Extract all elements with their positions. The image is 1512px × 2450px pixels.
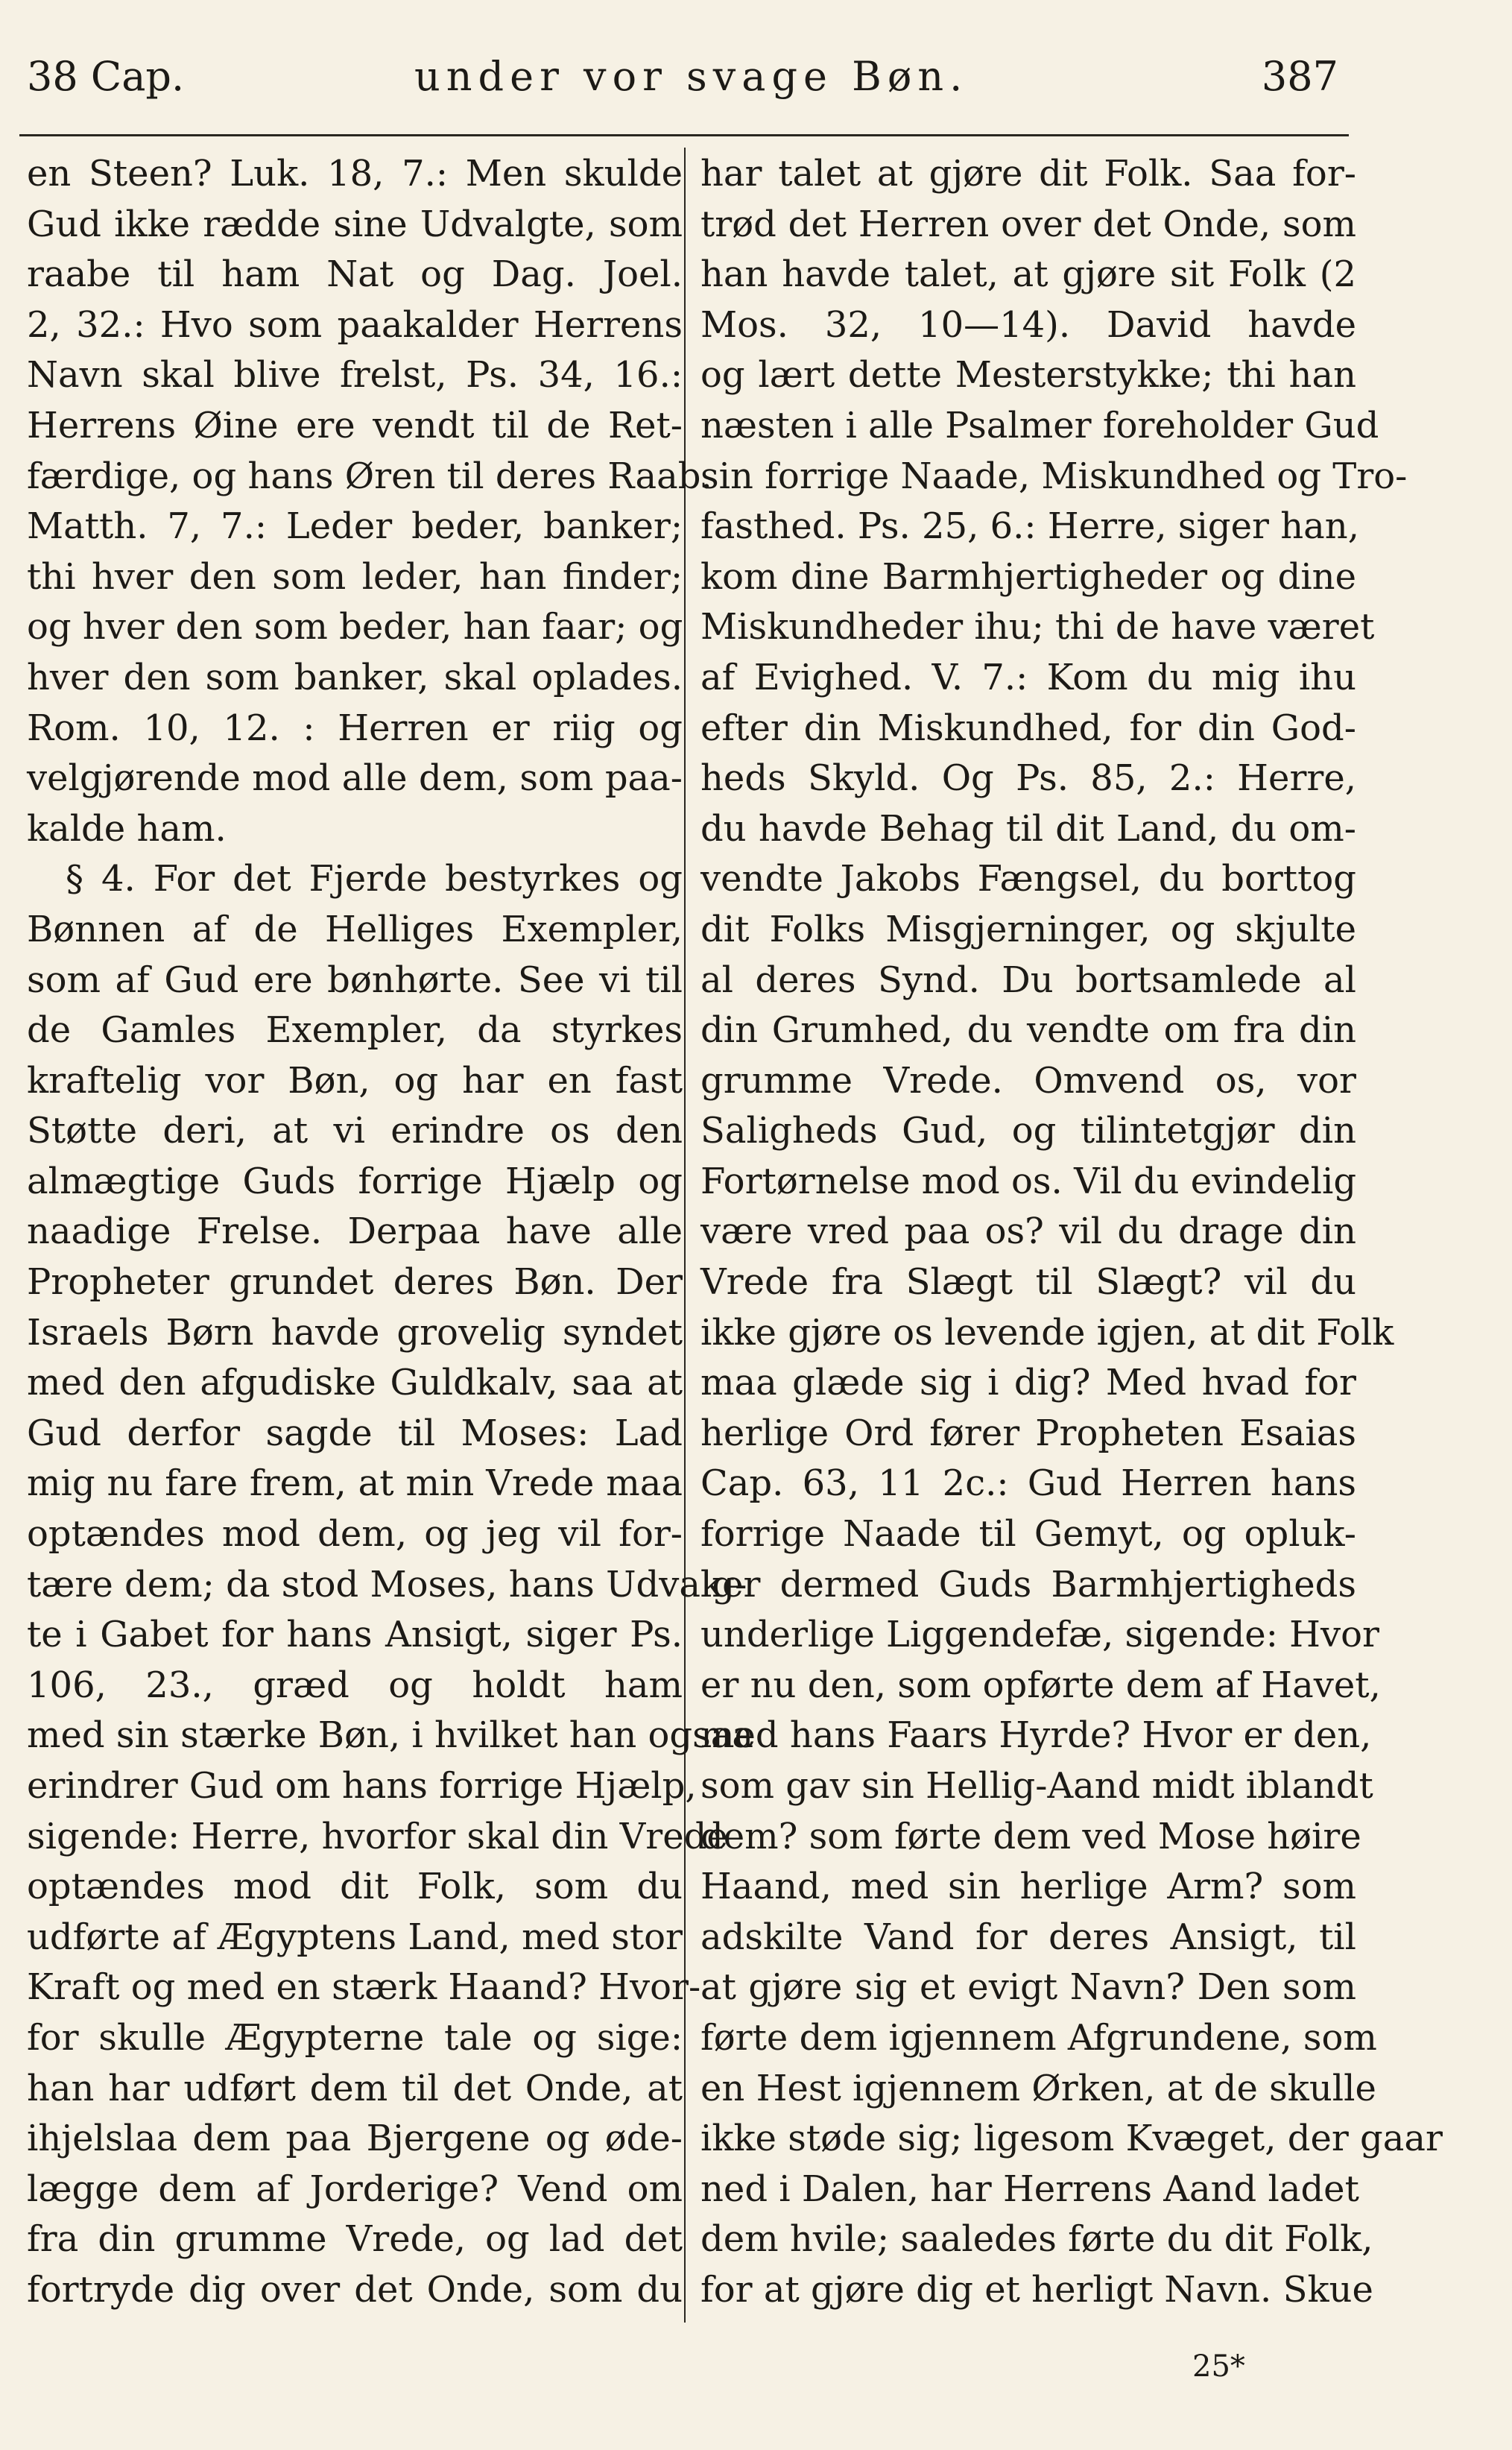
text-line: Miskundheder ihu; thi de have været — [700, 606, 1375, 648]
text-line: Kraft og med en stærk Haand? Hvor- — [27, 1966, 701, 2009]
text-line: en Steen? Luk. 18, 7.: Men skulde — [27, 153, 683, 195]
text-line: for at gjøre dig et herligt Navn. Skue — [700, 2268, 1373, 2311]
text-line: trød det Herren over det Onde, som — [700, 203, 1356, 245]
text-line: ikke støde sig; ligesom Kvæget, der gaar — [700, 2118, 1443, 2160]
text-line: dit Folks Misgjerninger, og skjulte — [700, 908, 1356, 950]
text-line: dem? som førte dem ved Mose høire — [700, 1815, 1361, 1857]
text-line: kalde ham. — [27, 807, 227, 850]
text-line: almægtige Guds forrige Hjælp og — [27, 1160, 683, 1202]
text-line: med hans Faars Hyrde? Hvor er den, — [700, 1714, 1372, 1757]
text-line: te i Gabet for hans Ansigt, siger Ps. — [27, 1614, 683, 1656]
signature-mark: 25* — [1192, 2349, 1245, 2384]
text-line: din Grumhed, du vendte om fra din — [700, 1009, 1356, 1052]
text-line: Matth. 7, 7.: Leder beder, banker; — [27, 505, 683, 548]
text-line: de Gamles Exempler, da styrkes — [27, 1009, 683, 1052]
text-line: optændes mod dit Folk, som du — [27, 1866, 683, 1908]
text-line: Fortørnelse mod os. Vil du evindelig — [700, 1160, 1357, 1202]
running-header — [27, 43, 1338, 110]
right-column — [700, 149, 1443, 2316]
text-line: al deres Synd. Du bortsamlede al — [700, 959, 1356, 1001]
text-line: Cap. 63, 11 2c.: Gud Herren hans — [700, 1462, 1356, 1505]
left-column — [27, 149, 753, 2316]
text-line: Mos. 32, 10—14). David havde — [700, 303, 1356, 346]
text-line: har talet at gjøre dit Folk. Saa for- — [700, 153, 1356, 195]
text-line: thi hver den som leder, han finder; — [27, 555, 683, 598]
text-line: ikke gjøre os levende igjen, at dit Folk — [700, 1311, 1394, 1354]
text-line: Saligheds Gud, og tilintetgjør din — [700, 1110, 1356, 1152]
text-line: tære dem; da stod Moses, hans Udvalg- — [27, 1563, 747, 1606]
text-line: Propheter grundet deres Bøn. Der — [27, 1261, 683, 1304]
text-line: efter din Miskundhed, for din God- — [700, 707, 1356, 749]
text-line: dem hvile; saaledes førte du dit Folk, — [700, 2218, 1373, 2261]
text-line: heds Skyld. Og Ps. 85, 2.: Herre, — [700, 757, 1356, 800]
page-number: 387 — [1261, 53, 1338, 100]
text-line: Gud ikke rædde sine Udvalgte, som — [27, 203, 683, 245]
text-line: han har udført dem til det Onde, at — [27, 2067, 683, 2109]
text-line: være vred paa os? vil du drage din — [700, 1210, 1356, 1253]
text-line: for skulle Ægypterne tale og sige: — [27, 2016, 683, 2059]
text-line: at gjøre sig et evigt Navn? Den som — [700, 1966, 1356, 2009]
text-line: kraftelig vor Bøn, og har en fast — [27, 1059, 683, 1102]
text-line: han havde talet, at gjøre sit Folk (2 — [700, 253, 1356, 296]
text-line: Navn skal blive frelst, Ps. 34, 16.: — [27, 354, 683, 397]
text-line: Rom. 10, 12. : Herren er riig og — [27, 707, 683, 749]
text-line: velgjørende mod alle dem, som paa- — [27, 757, 683, 800]
text-line: sin forrige Naade, Miskundhed og Tro- — [700, 455, 1408, 497]
text-line: mig nu fare frem, at min Vrede maa — [27, 1462, 683, 1505]
text-line: Bønnen af de Helliges Exempler, — [27, 908, 683, 950]
text-line: færdige, og hans Øren til deres Raab. — [27, 455, 712, 497]
text-line: udførte af Ægyptens Land, med stor — [27, 1916, 683, 1958]
text-line: lægge dem af Jorderige? Vend om — [27, 2168, 683, 2210]
text-line: Vrede fra Slægt til Slægt? vil du — [700, 1261, 1356, 1304]
text-line: og hver den som beder, han faar; og — [27, 606, 683, 648]
text-line: førte dem igjennem Afgrundene, som — [700, 2016, 1377, 2059]
text-line: naadige Frelse. Derpaa have alle — [27, 1210, 683, 1253]
text-line: du havde Behag til dit Land, du om- — [700, 807, 1356, 850]
text-line: af Evighed. V. 7.: Kom du mig ihu — [700, 656, 1356, 698]
text-line: ker dermed Guds Barmhjertigheds — [700, 1563, 1356, 1606]
text-line: forrige Naade til Gemyt, og opluk- — [700, 1513, 1356, 1556]
text-line: sigende: Herre, hvorfor skal din Vrede — [27, 1815, 728, 1857]
text-line: kom dine Barmhjertigheder og dine — [700, 555, 1356, 598]
text-line: Haand, med sin herlige Arm? som — [700, 1866, 1356, 1908]
text-line: næsten i alle Psalmer foreholder Gud — [700, 404, 1379, 446]
text-line: og lært dette Mesterstykke; thi han — [700, 354, 1356, 397]
text-line: Israels Børn havde grovelig syndet — [27, 1311, 683, 1354]
text-line: en Hest igjennem Ørken, at de skulle — [700, 2067, 1376, 2109]
text-line: fasthed. Ps. 25, 6.: Herre, siger han, — [700, 505, 1359, 548]
text-line: ned i Dalen, har Herrens Aand ladet — [700, 2168, 1359, 2210]
text-line: fra din grumme Vrede, og lad det — [27, 2218, 683, 2261]
text-line: underlige Liggendefæ, sigende: Hvor — [700, 1614, 1379, 1656]
text-line: 106, 23., græd og holdt ham — [27, 1664, 683, 1706]
text-line: maa glæde sig i dig? Med hvad for — [700, 1362, 1356, 1404]
chapter-label: 38 Cap. — [27, 53, 185, 100]
text-line: erindrer Gud om hans forrige Hjælp, — [27, 1765, 697, 1807]
text-line: Gud derfor sagde til Moses: Lad — [27, 1412, 683, 1454]
text-line: adskilte Vand for deres Ansigt, til — [700, 1916, 1356, 1958]
text-line: er nu den, som opførte dem af Havet, — [700, 1664, 1381, 1706]
header-rule — [19, 134, 1349, 136]
running-title: under vor svage Bøn. — [414, 53, 969, 100]
text-line: hver den som banker, skal oplades. — [27, 656, 683, 698]
text-line: Herrens Øine ere vendt til de Ret- — [27, 404, 683, 446]
text-line: ihjelslaa dem paa Bjergene og øde- — [27, 2118, 683, 2160]
text-line: med sin stærke Bøn, i hvilket han ogsaa — [27, 1714, 753, 1757]
text-line: som af Gud ere bønhørte. See vi til — [27, 959, 683, 1001]
text-line: vendte Jakobs Fængsel, du borttog — [700, 858, 1356, 900]
text-line: som gav sin Hellig-Aand midt iblandt — [700, 1765, 1373, 1807]
text-line: med den afgudiske Guldkalv, saa at — [27, 1362, 683, 1404]
text-line: fortryde dig over det Onde, som du — [27, 2268, 683, 2311]
text-line: optændes mod dem, og jeg vil for- — [27, 1513, 683, 1556]
text-line: herlige Ord fører Propheten Esaias — [700, 1412, 1356, 1454]
text-line: Støtte deri, at vi erindre os den — [27, 1110, 683, 1152]
text-line: 2, 32.: Hvo som paakalder Herrens — [27, 303, 683, 346]
section-heading-line: § 4. For det Fjerde bestyrkes og — [66, 858, 683, 900]
text-line: grumme Vrede. Omvend os, vor — [700, 1059, 1356, 1102]
text-line: raabe til ham Nat og Dag. Joel. — [27, 253, 683, 296]
